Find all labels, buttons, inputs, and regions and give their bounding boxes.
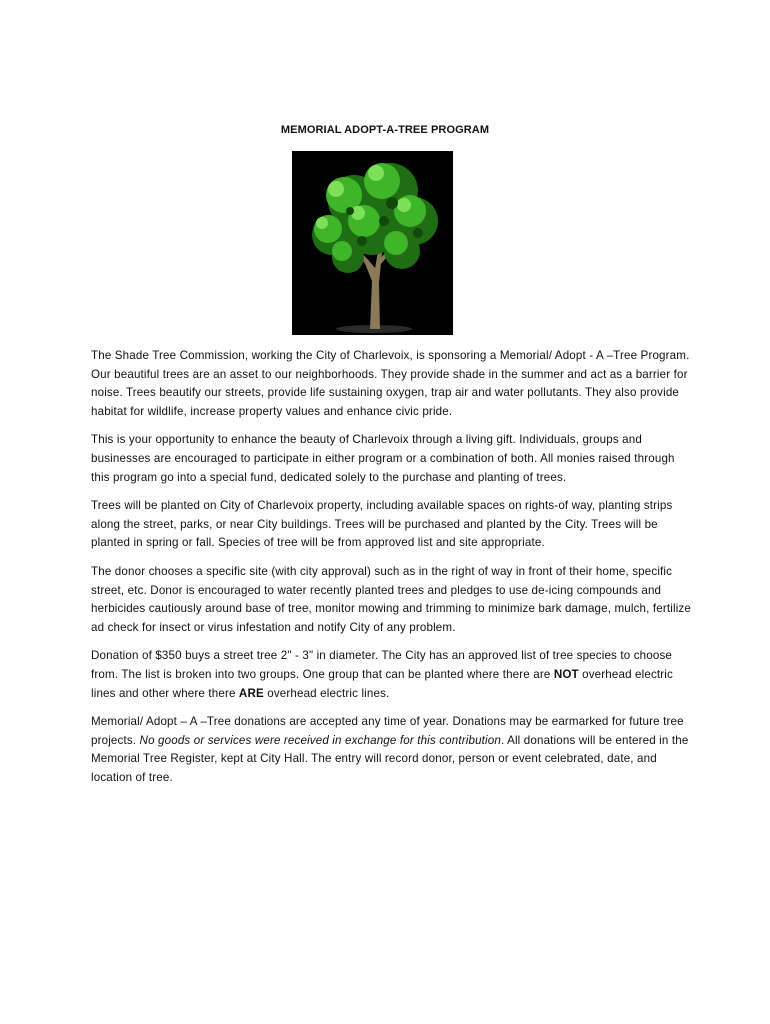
page-title: MEMORIAL ADOPT-A-TREE PROGRAM — [280, 124, 490, 136]
paragraph-opportunity: This is your opportunity to enhance the beauty of Charlevoix through a living gift. Individuals, groups and businesses are encouraged to participate in either program or a combination of both. All monies raised through this program go into a special fund, dedicated solely to the purchase and planting of trees. — [91, 433, 675, 484]
donation-text-3: overhead electric lines. — [263, 686, 390, 700]
donation-text-2: overhead electric lines and other where there — [91, 667, 673, 700]
paragraph-donor: The donor chooses a specific site (with city approval) such as in the right of way in front of their home, specific street, etc. Donor is encouraged to water recently planted trees and pledges to use de-icing compounds and herbicides cautiously around base of tree, monitor mowing and trimming to minimize bark damage, mulch, fertilize ad check for insect or virus infestation and notify City of any problem. — [91, 564, 691, 634]
register-text-2: . All donations will be entered in the Memorial Tree Register, kept at City Hall. The entry will record donor, person or event celebrated, date, and location of tree. — [91, 733, 689, 784]
paragraph-donation — [91, 647, 691, 703]
tree-image — [292, 151, 453, 335]
paragraph-planting: Trees will be planted on City of Charlevoix property, including available spaces on rights-of way, planting strips along the street, parks, or near City buildings. Trees will be purchased and planted by the City. Trees will be planted in spring or fall. Species of tree will be from approved list and site appropriate. — [91, 499, 673, 550]
paragraph-intro: The Shade Tree Commission, working the City of Charlevoix, is sponsoring a Memorial/ Adopt - A –Tree Program. Our beautiful trees are an asset to our neighborhoods. They provide shade in the summer and act as a barrier for noise. Trees beautify our streets, provide life sustaining oxygen, trap air and water pollutants. They also provide habitat for wildlife, increase property values and enhance civic pride. — [91, 349, 690, 418]
register-text-1: Memorial/ Adopt – A –Tree donations are accepted any time of year. Donations may be earmarked for future tree projects. — [91, 715, 684, 747]
donation-not: NOT — [553, 667, 579, 681]
donation-are: ARE — [238, 686, 264, 700]
donation-text-1: Donation of $350 buys a street tree 2" - 3" in diameter. The City has an approved list of tree species to choose from. The list is broken into two groups. One group that can be planted where there are — [91, 649, 672, 681]
register-no-goods: No goods or services were received in exchange for this contribution — [139, 733, 501, 747]
paragraph-register — [91, 713, 691, 787]
tree-icon — [292, 151, 453, 335]
body-text — [91, 347, 691, 797]
